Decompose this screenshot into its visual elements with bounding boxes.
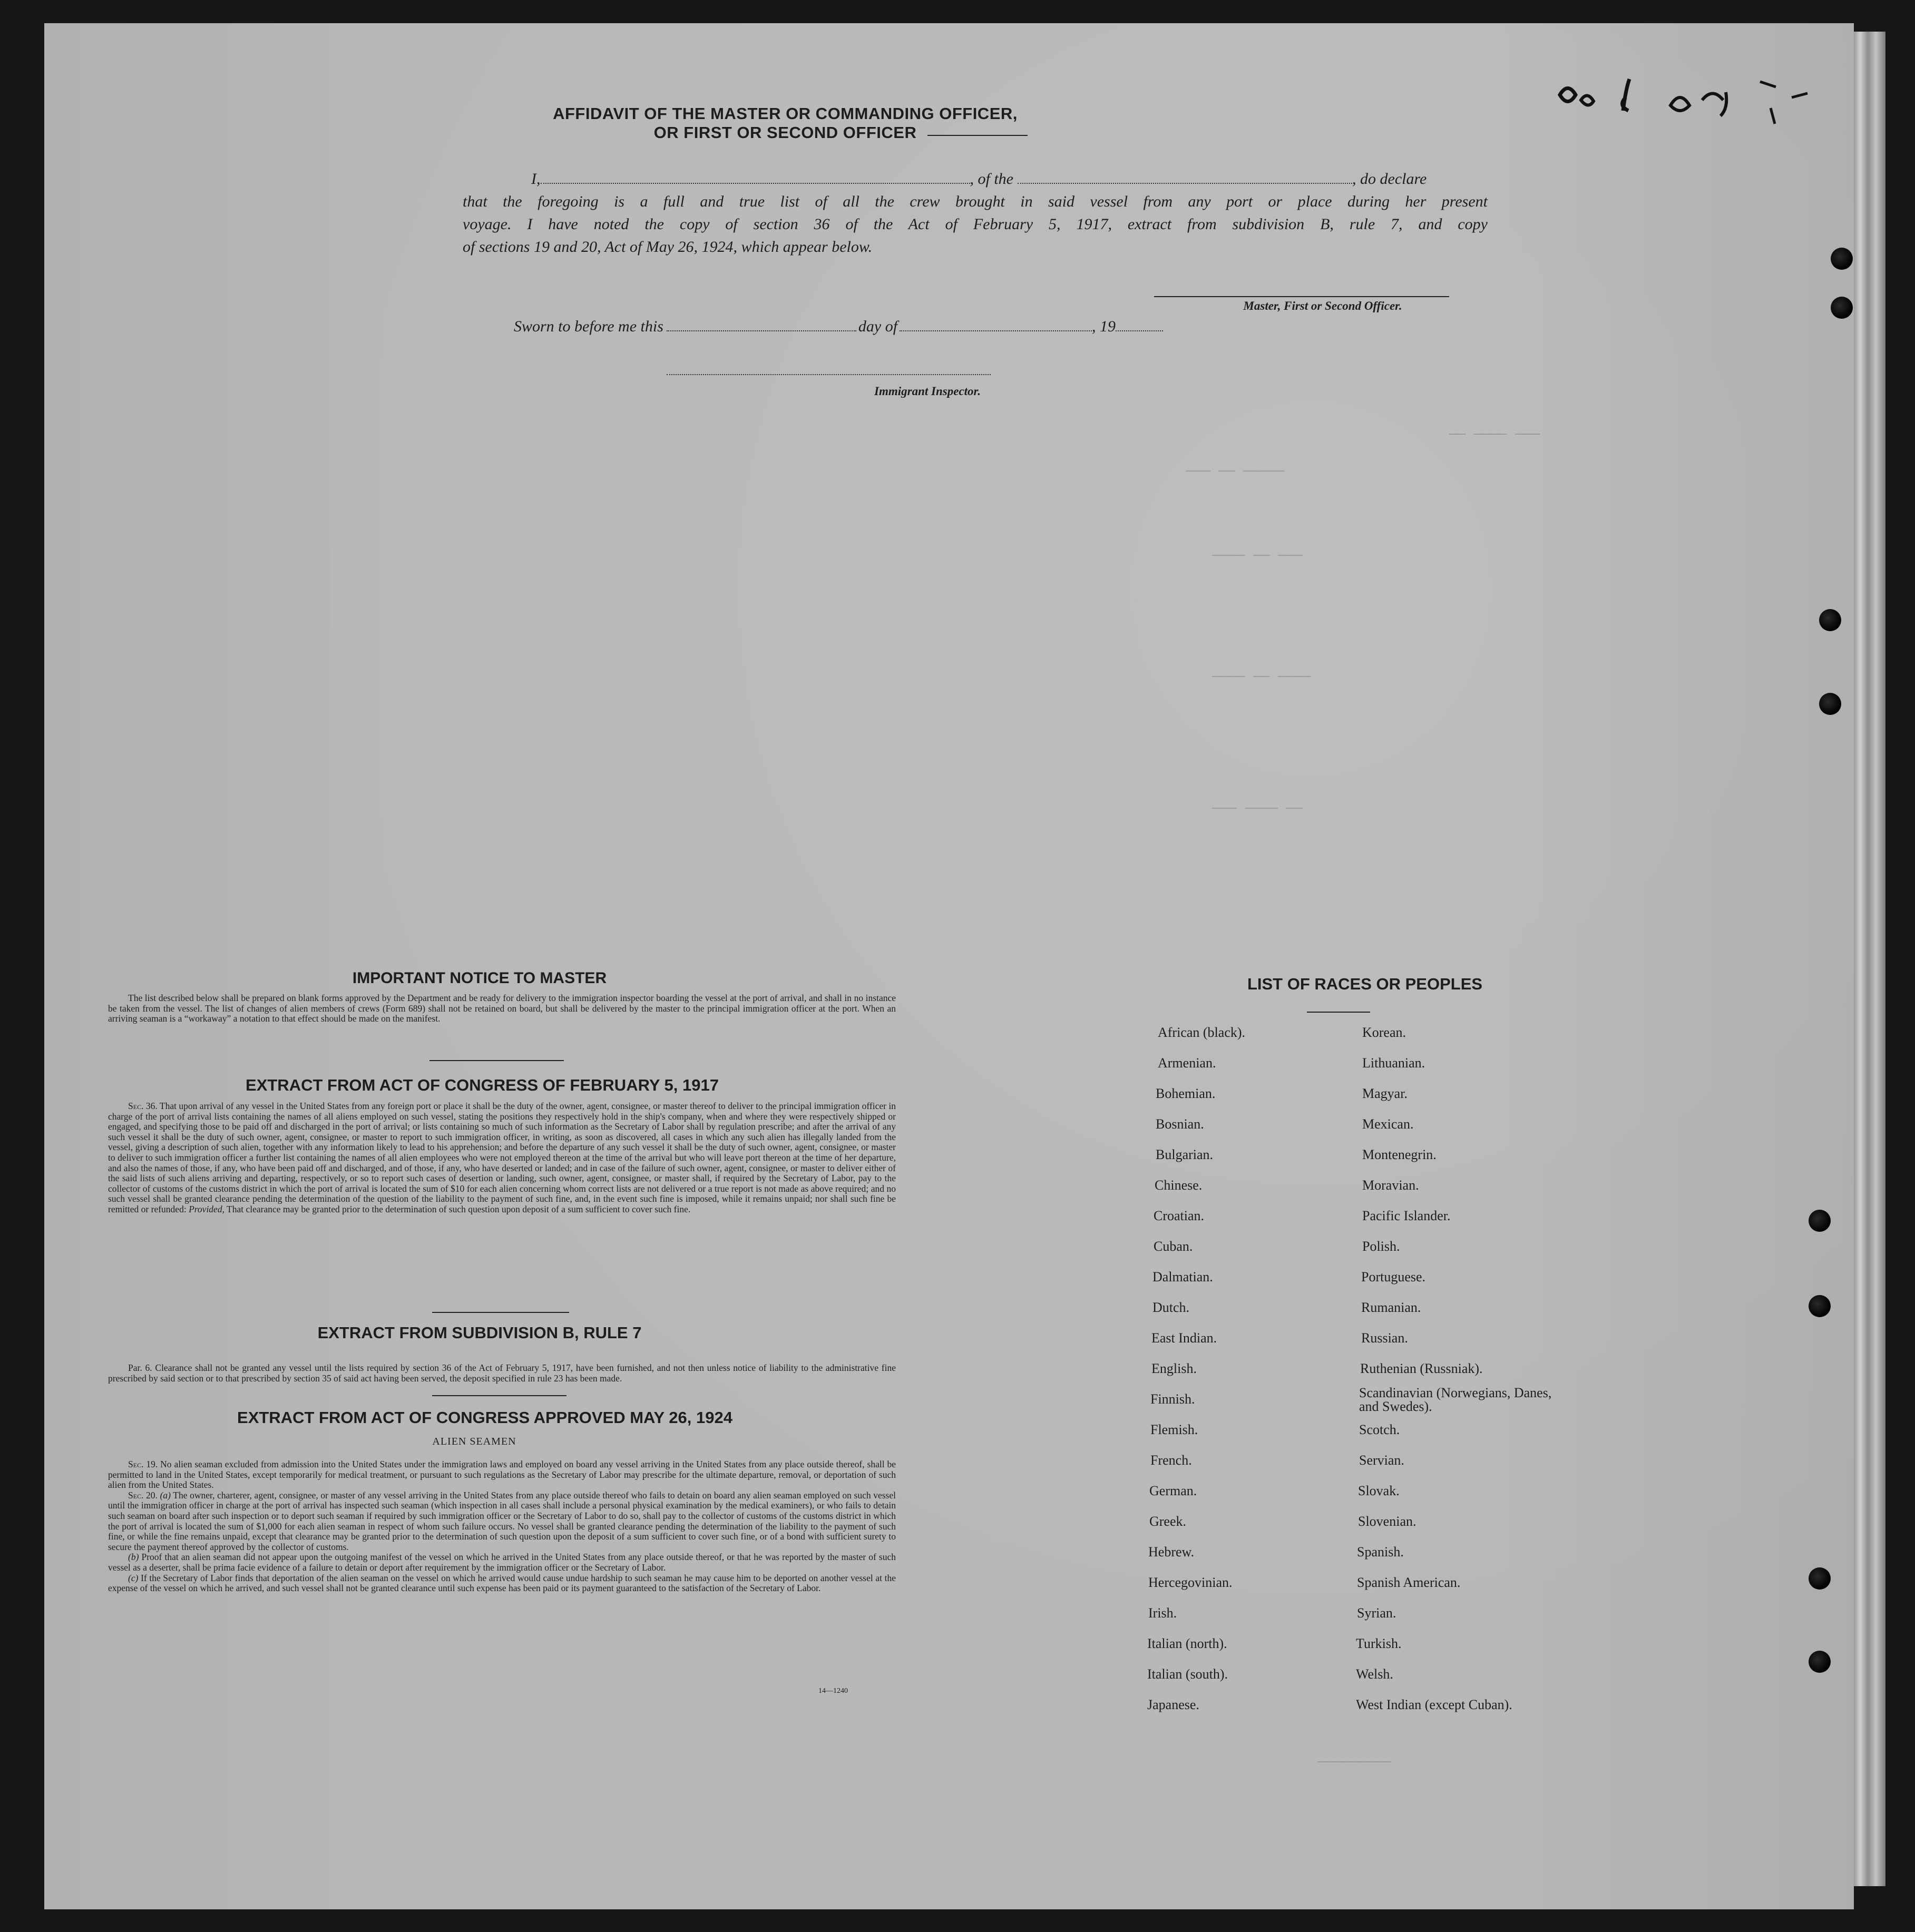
race-item: West Indian (except Cuban).	[1356, 1697, 1512, 1712]
race-item: Croatian.	[1154, 1208, 1205, 1223]
notice-heading: IMPORTANT NOTICE TO MASTER	[352, 969, 607, 987]
race-item: Cuban.	[1154, 1239, 1193, 1254]
bleed-through-text: ──── ── ────	[1212, 669, 1311, 685]
race-item: Korean.	[1362, 1025, 1406, 1040]
race-item: Armenian.	[1158, 1055, 1216, 1071]
race-item: French.	[1150, 1453, 1192, 1468]
race-item: Ruthenian (Russniak).	[1360, 1361, 1483, 1376]
affidavit-line-2: that the foregoing is a full and true list of all the crew brought in said vessel from any port or place during her present	[463, 193, 1488, 210]
sworn-day-blank[interactable]	[667, 330, 856, 331]
race-item: Spanish.	[1357, 1544, 1404, 1560]
race-item: Syrian.	[1357, 1605, 1396, 1621]
race-item: Japanese.	[1147, 1697, 1199, 1712]
punch-hole	[1809, 1295, 1831, 1317]
extract-1924-heading: EXTRACT FROM ACT OF CONGRESS APPROVED MAY 26, 1924	[237, 1408, 732, 1427]
race-item: Hebrew.	[1148, 1544, 1195, 1560]
sec-36-label: Sec. 36.	[128, 1101, 158, 1111]
rule-7-heading: EXTRACT FROM SUBDIVISION B, RULE 7	[317, 1323, 642, 1342]
race-item: East Indian.	[1151, 1330, 1217, 1346]
rule-7-text	[108, 1363, 896, 1384]
bleed-through-text: ─── ── ─────	[1186, 464, 1285, 479]
races-divider	[1307, 1012, 1370, 1013]
race-item: Bohemian.	[1156, 1086, 1216, 1101]
sworn-year-blank[interactable]	[1116, 330, 1163, 331]
sworn-year-prefix: , 19	[1092, 318, 1116, 335]
race-item: Magyar.	[1362, 1086, 1408, 1101]
extract-1917-text	[108, 1101, 896, 1215]
race-item: Portuguese.	[1361, 1269, 1426, 1284]
affidavit-body	[463, 168, 1488, 258]
affidavit-i: I,	[531, 170, 541, 188]
punch-hole	[1819, 609, 1841, 631]
race-item: Spanish American.	[1357, 1575, 1461, 1590]
sec-20b-text: Proof that an alien seaman did not appear upon the outgoing manifest of the vessel on which he arrived in the United States from any place outside thereof, or that he was reported by the master of such vessel as a deserter, shall be prima facie evidence of a failure to detain or deport after requirement by the immigration officer or the Secretary of Labor.	[108, 1552, 896, 1573]
race-item: Finnish.	[1150, 1391, 1195, 1407]
notice-paragraph: The list described below shall be prepared on blank forms approved by the Department and be ready for delivery to the immigration inspector boarding the vessel at the port of arrival, and shall in no instance be taken from the vessel. The list of changes of alien members of crews (Form 689) shall not be retained on board, but shall be delivered by the master to the principal immigration officer at the port. When an arriving seaman is a “workaway” a notation to that effect should be made on the manifest.	[108, 993, 896, 1024]
race-item: Moravian.	[1362, 1178, 1419, 1193]
sworn-day-of: day of	[858, 318, 898, 335]
race-item: Slovak.	[1358, 1483, 1400, 1498]
punch-hole	[1819, 693, 1841, 715]
proviso: Provided,	[189, 1203, 224, 1214]
extract-1924-text	[108, 1459, 896, 1594]
notice-text	[108, 993, 896, 1024]
race-item: Flemish.	[1150, 1422, 1198, 1437]
race-item: Servian.	[1359, 1453, 1404, 1468]
sec-20c-text: If the Secretary of Labor finds that deportation of the alien seaman on the vessel on which he arrived would cause undue hardship to such seaman he may cause him to be deported on another vessel at the expense of the vessel on which he arrived, and such vessel shall not be granted clearance until such expense has been paid or its payment guaranteed to the satisfaction of the Secretary of Labor.	[108, 1572, 896, 1594]
master-signature-line[interactable]	[1154, 296, 1449, 297]
race-item: Welsh.	[1356, 1666, 1393, 1682]
race-item: Dalmatian.	[1152, 1269, 1213, 1284]
race-item: African (black).	[1158, 1025, 1246, 1040]
race-item: Pacific Islander.	[1362, 1208, 1451, 1223]
race-item: Chinese.	[1155, 1178, 1203, 1193]
sec-20a-text: The owner, charterer, agent, consignee, or master of any vessel arriving in the United States from any place outside thereof who fails to detain on board any alien seaman employed on such vessel until the immigration officer in charge at the port of arrival has inspected such seaman (which inspection in all cases shall include a personal physical examination by the medical examiners), or who fails to detain such seaman on board after such inspection or to deport such seaman if required by such immigration officer or the Secretary of Labor to do so, shall pay to the collector of customs of the customs district in which the port of arrival is located the sum of $1,000 for each alien seaman in respect of whom such failure occurs. No vessel shall be granted clearance pending the determination of the liability to the payment of such fine, or while the fine remains unpaid, except that clearance may be granted prior to the determination of such question upon the deposit of a sum sufficient to cover such fine, or of a bond with sufficient surety to secure the payment thereof approved by the collector of customs.	[108, 1489, 896, 1552]
race-item: Scotch.	[1359, 1422, 1400, 1437]
stacked-page-edges	[1854, 32, 1885, 1886]
race-item: Greek.	[1149, 1514, 1187, 1529]
punch-hole	[1831, 248, 1853, 270]
bleed-through-text: ─── ──── ──	[1212, 801, 1303, 817]
name-blank[interactable]	[541, 183, 970, 184]
race-item: Hercegovinian.	[1148, 1575, 1233, 1590]
race-item: Rumanian.	[1361, 1300, 1421, 1315]
punch-hole	[1809, 1567, 1831, 1590]
race-item: Slovenian.	[1358, 1514, 1416, 1529]
section-divider	[432, 1395, 566, 1396]
race-item: Bulgarian.	[1156, 1147, 1214, 1162]
section-divider	[432, 1312, 569, 1313]
sec-19-text: No alien seaman excluded from admission into the United States under the immigration laws and employed on board any vessel arriving in the United States from any place outside thereof, shall be permitted to land in the United States, except temporarily for medical treatment, or pursuant to such regulations as the Secretary of Labor may prescribe for the ultimate departure, removal, or deportation of such alien from the United States.	[108, 1459, 896, 1490]
punch-hole	[1809, 1210, 1831, 1232]
document-sheet	[44, 23, 1854, 1909]
sec-36-text: That upon arrival of any vessel in the United States from any foreign port or place it shall be the duty of the owner, agent, consignee, or master thereof to deliver to the principal immigration officer in charge of the port of arrival lists containing the names of all aliens employed on such vessel, stating the positions they respectively hold in the ship's company, when and where they were respectively shipped or engaged, and specifying those to be paid off and discharged in the port of arrival; or lists containing so much of such information as the Secretary of Labor shall by regulation prescribe; and after the arrival of any such vessel it shall be the duty of such owner, agent, consignee, or master to report to such immigration officer, in writing, as soon as discovered, all cases in which any such alien has illegally landed from the vessel, giving a description of such alien, together with any information likely to lead to his apprehension; and before the departure of any such vessel it shall be the duty of such owner, agent, consignee, or master to deliver to such immigration officer a further list containing the names of all alien employees who were not employed thereon at the time of the arrival but who will leave port thereon at the time of her departure, and also the names of those, if any, who have been paid off and discharged, and of those, if any, who have deserted or landed; and in case of the failure of such owner, agent, consignee, or master to deliver either of the said lists of such aliens arriving and departing, respectively, or so to report such cases of desertion or landing, such owner, agent, consignee, or master shall, if required by the Secretary of Labor, pay to the collector of customs of the customs district in which the port of arrival is located the sum of $10 for each alien concerning whom correct lists are not delivered or a true report is not made as above required; and no such vessel shall be granted clearance pending the determination of the question of the liability to the payment of such fine, and, in the event such fine is imposed, while it remains unpaid; nor shall such fine be remitted or refunded:	[108, 1101, 896, 1214]
punch-hole	[1831, 297, 1853, 319]
extract-1917-heading: EXTRACT FROM ACT OF CONGRESS OF FEBRUARY 5, 1917	[246, 1076, 719, 1094]
race-item: English.	[1151, 1361, 1197, 1376]
alien-seamen-subheading: ALIEN SEAMEN	[432, 1436, 516, 1447]
title-underline	[927, 135, 1028, 136]
race-item: Turkish.	[1356, 1636, 1402, 1651]
sec-36-text-end: That clearance may be granted prior to the determination of such question upon deposit of a sum sufficient to cover such fine.	[227, 1203, 691, 1214]
race-item: Montenegrin.	[1362, 1147, 1437, 1162]
race-item: Mexican.	[1362, 1116, 1414, 1132]
races-heading: LIST OF RACES OR PEOPLES	[1247, 975, 1483, 993]
affidavit-of-the: , of the	[970, 170, 1013, 188]
sworn-prefix: Sworn to before me this	[514, 318, 663, 335]
race-item: Italian (north).	[1147, 1636, 1227, 1651]
master-signature-label: Master, First or Second Officer.	[1243, 299, 1402, 312]
affidavit-title: AFFIDAVIT OF THE MASTER OR COMMANDING OFFICER, OR FIRST OR SECOND OFFICER	[553, 104, 1018, 142]
handwritten-mark	[1549, 68, 1823, 132]
race-item: Scandinavian (Norwegians, Danes, and Swedes).	[1359, 1385, 1552, 1414]
bleed-through-text: ─────────	[1317, 1754, 1392, 1770]
race-item: German.	[1149, 1483, 1197, 1498]
inspector-label: Immigrant Inspector.	[874, 385, 981, 398]
sworn-month-blank[interactable]	[900, 330, 1092, 331]
race-item: Russian.	[1361, 1330, 1408, 1346]
bleed-through-text: ── ──── ───	[1449, 427, 1540, 443]
race-item: Dutch.	[1152, 1300, 1190, 1315]
sec-19-label: Sec. 19.	[128, 1459, 158, 1469]
bleed-through-text: ──── ── ───	[1212, 548, 1303, 564]
sworn-line	[514, 318, 1163, 336]
race-item: Polish.	[1362, 1239, 1400, 1254]
sec-20a-mark: (a)	[160, 1489, 171, 1501]
sec-20b-mark: (b)	[128, 1552, 139, 1563]
affidavit-line-4: of sections 19 and 20, Act of May 26, 1924, which appear below.	[463, 238, 873, 256]
affidavit-line-3: voyage. I have noted the copy of section 36 of the Act of February 5, 1917, extract from subdivision B, rule 7, and copy	[463, 215, 1488, 233]
race-item: Lithuanian.	[1362, 1055, 1425, 1071]
rule-7-paragraph: Par. 6. Clearance shall not be granted any vessel until the lists required by section 36 of the Act of February 5, 1917, have been furnished, and not then unless notice of liability to the administrative fine prescribed by said section or to that prescribed by section 35 of said act having been served, the deposit specified in rule 23 has been made.	[108, 1362, 896, 1384]
inspector-signature-line[interactable]	[667, 374, 991, 375]
sec-20c-mark: (c)	[128, 1572, 139, 1583]
race-item: Bosnian.	[1156, 1116, 1204, 1132]
affidavit-line-1	[463, 168, 1488, 190]
race-item: Irish.	[1148, 1605, 1177, 1621]
punch-hole	[1809, 1651, 1831, 1673]
sec-20-label: Sec. 20.	[128, 1489, 158, 1501]
affidavit-declare: , do declare	[1352, 170, 1427, 188]
section-divider	[429, 1060, 564, 1061]
vessel-blank[interactable]	[1018, 183, 1352, 184]
race-item: Italian (south).	[1147, 1666, 1228, 1682]
form-number: 14—1240	[818, 1687, 848, 1695]
